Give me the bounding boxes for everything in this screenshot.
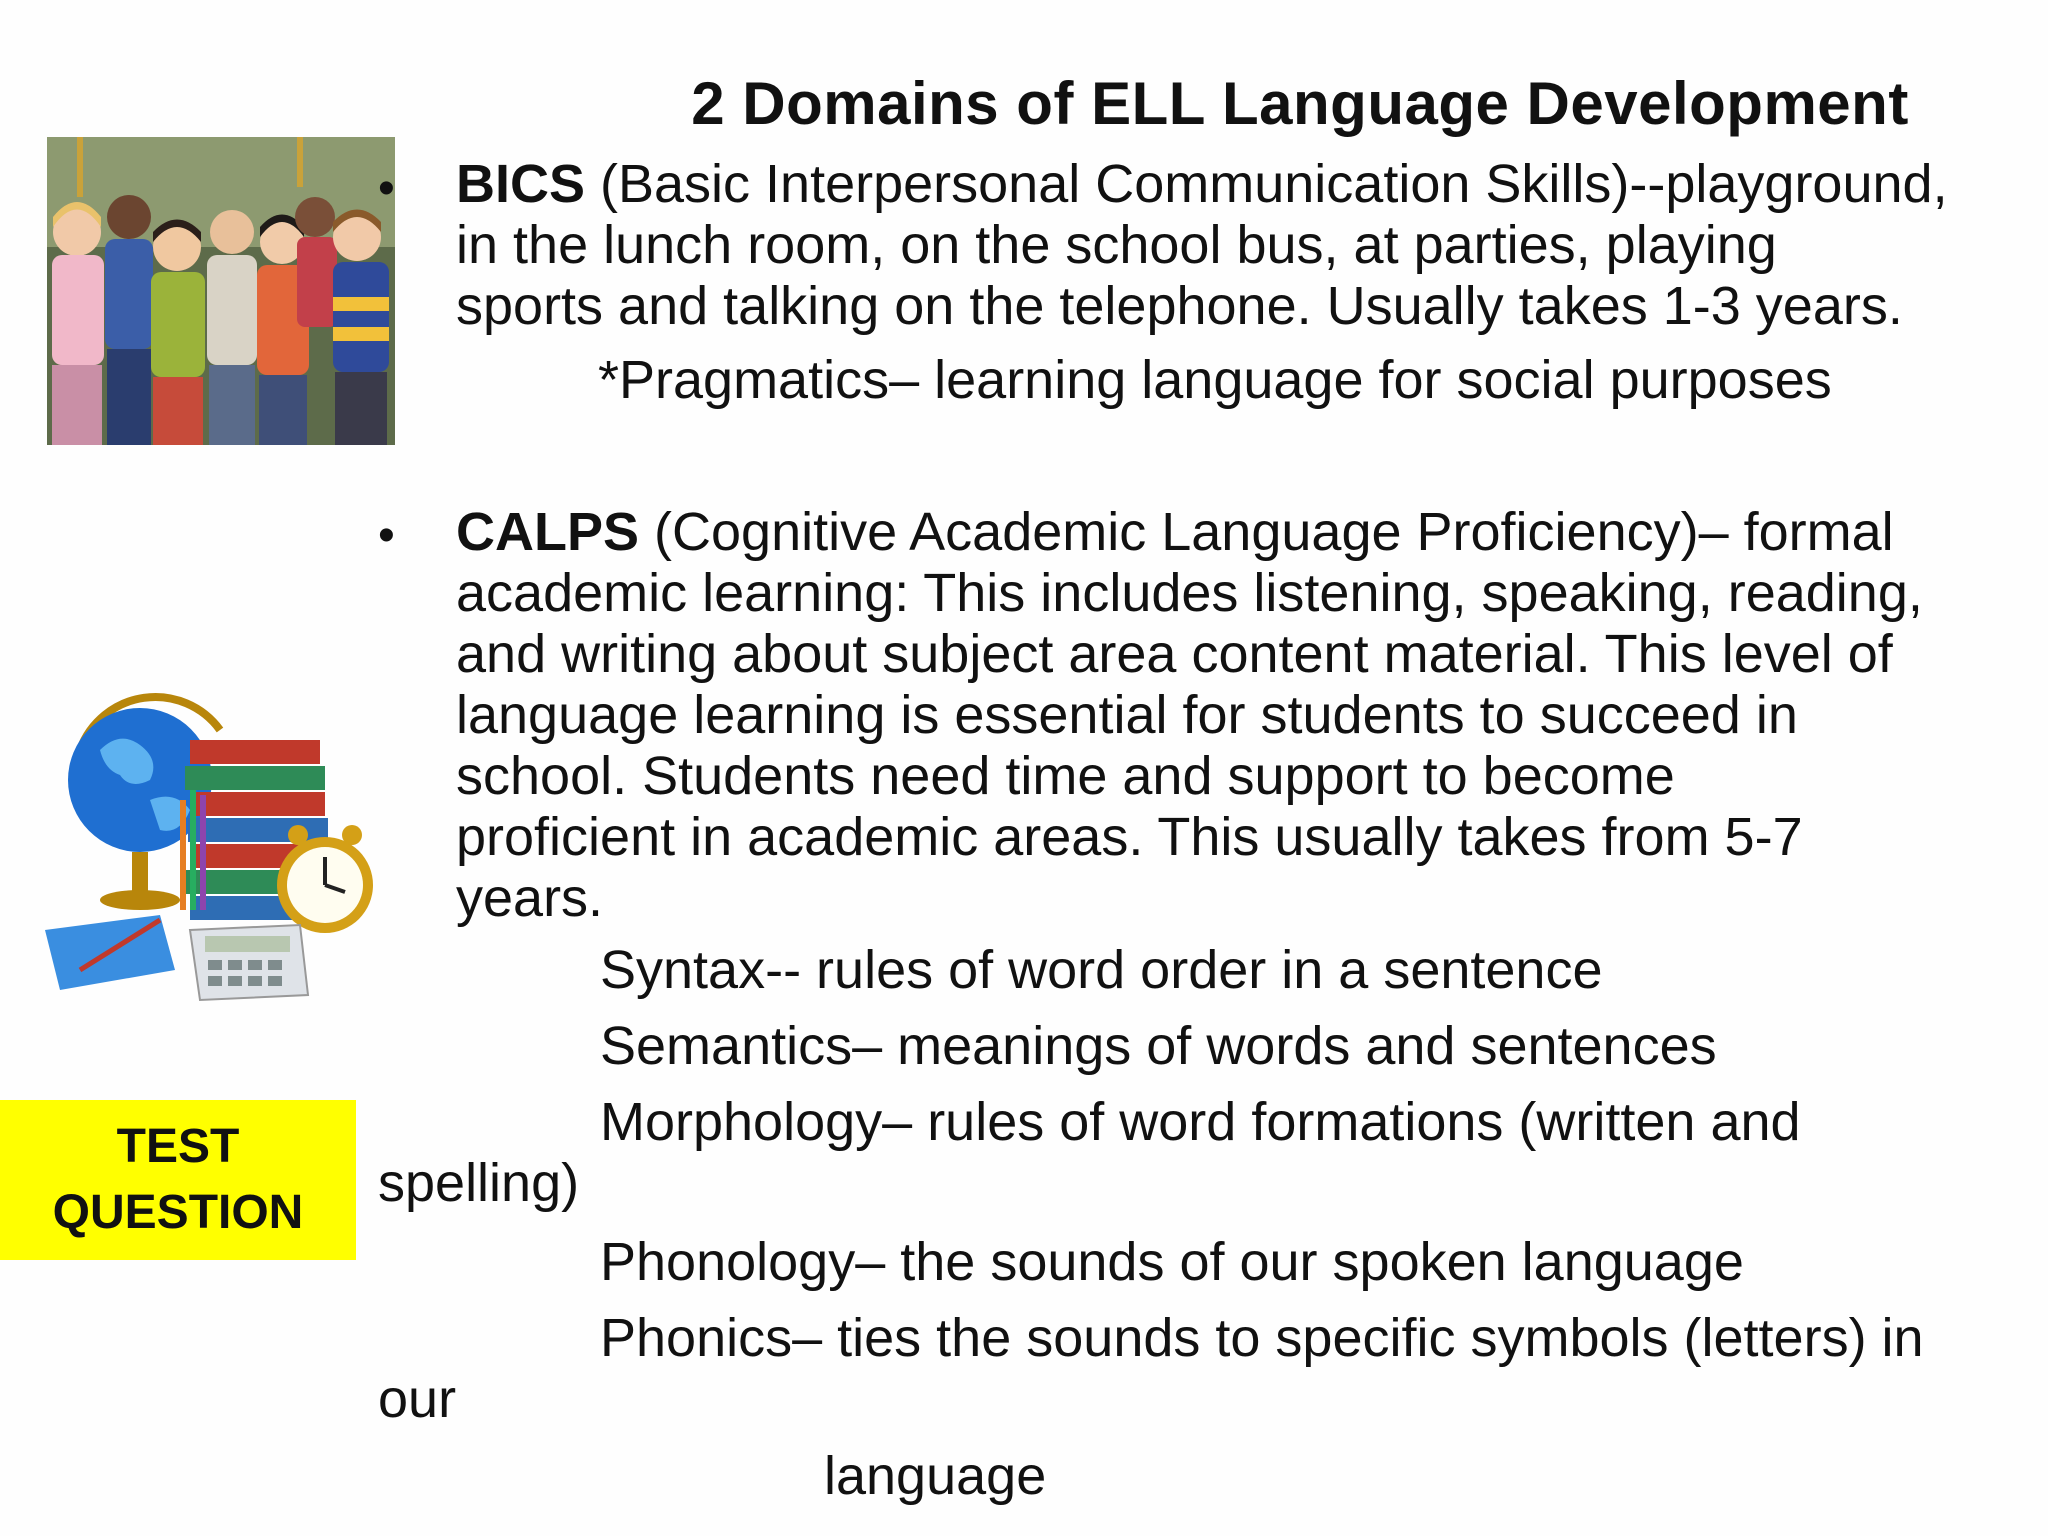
syntax-line: Syntax-- rules of word order in a sentence bbox=[600, 940, 1603, 1000]
phonology-line: Phonology– the sounds of our spoken language bbox=[600, 1232, 1744, 1292]
slide-title: 2 Domains of ELL Language Development bbox=[691, 70, 1909, 137]
calps-paragraph bbox=[456, 502, 2036, 929]
calps-line-5: school. Students need time and support to become bbox=[456, 746, 1675, 806]
bullet-glyph: • bbox=[378, 162, 395, 215]
bics-paragraph bbox=[456, 154, 2036, 337]
bics-line-3: sports and talking on the telephone. Usually takes 1-3 years. bbox=[456, 276, 1903, 336]
test-question-box bbox=[0, 1100, 356, 1260]
bullet-glyph: • bbox=[378, 509, 395, 562]
calps-line-6: proficient in academic areas. This usually takes from 5-7 bbox=[456, 807, 1803, 867]
morphology-line: Morphology– rules of word formations (written and bbox=[600, 1092, 1801, 1152]
calps-line-3: and writing about subject area content material. This level of bbox=[456, 624, 1893, 684]
morphology-line-continued: spelling) bbox=[378, 1153, 580, 1213]
semantics-line: Semantics– meanings of words and sentences bbox=[600, 1016, 1717, 1076]
phonics-line-continued: our bbox=[378, 1369, 457, 1429]
test-box-line-2: QUESTION bbox=[52, 1186, 304, 1239]
globe-books-clock-illustration bbox=[40, 670, 380, 1005]
children-photo-illustration bbox=[47, 137, 395, 445]
phonics-line-end: language bbox=[824, 1446, 1047, 1506]
calps-line-1 bbox=[456, 502, 2036, 563]
bics-term: BICS bbox=[456, 154, 586, 214]
calps-line-2: academic learning: This includes listening, speaking, reading, bbox=[456, 563, 1923, 623]
school-supplies-illustration bbox=[40, 670, 380, 1005]
bics-pragmatics-note: *Pragmatics– learning language for social purposes bbox=[598, 350, 1832, 410]
bics-line-1 bbox=[456, 154, 2036, 215]
bics-line-2: in the lunch room, on the school bus, at parties, playing bbox=[456, 215, 1777, 275]
test-box-line-1: TEST bbox=[116, 1120, 240, 1173]
children-group-photo bbox=[47, 137, 395, 445]
calps-term: CALPS bbox=[456, 502, 640, 562]
calps-line-4: language learning is essential for students to succeed in bbox=[456, 685, 1798, 745]
calps-line-1-text: (Cognitive Academic Language Proficiency)– formal bbox=[639, 502, 1894, 562]
calps-line-7: years. bbox=[456, 868, 604, 928]
bics-line-1-text: (Basic Interpersonal Communication Skills)--playground, bbox=[585, 154, 1948, 214]
phonics-line: Phonics– ties the sounds to specific symbols (letters) in bbox=[600, 1308, 1924, 1368]
